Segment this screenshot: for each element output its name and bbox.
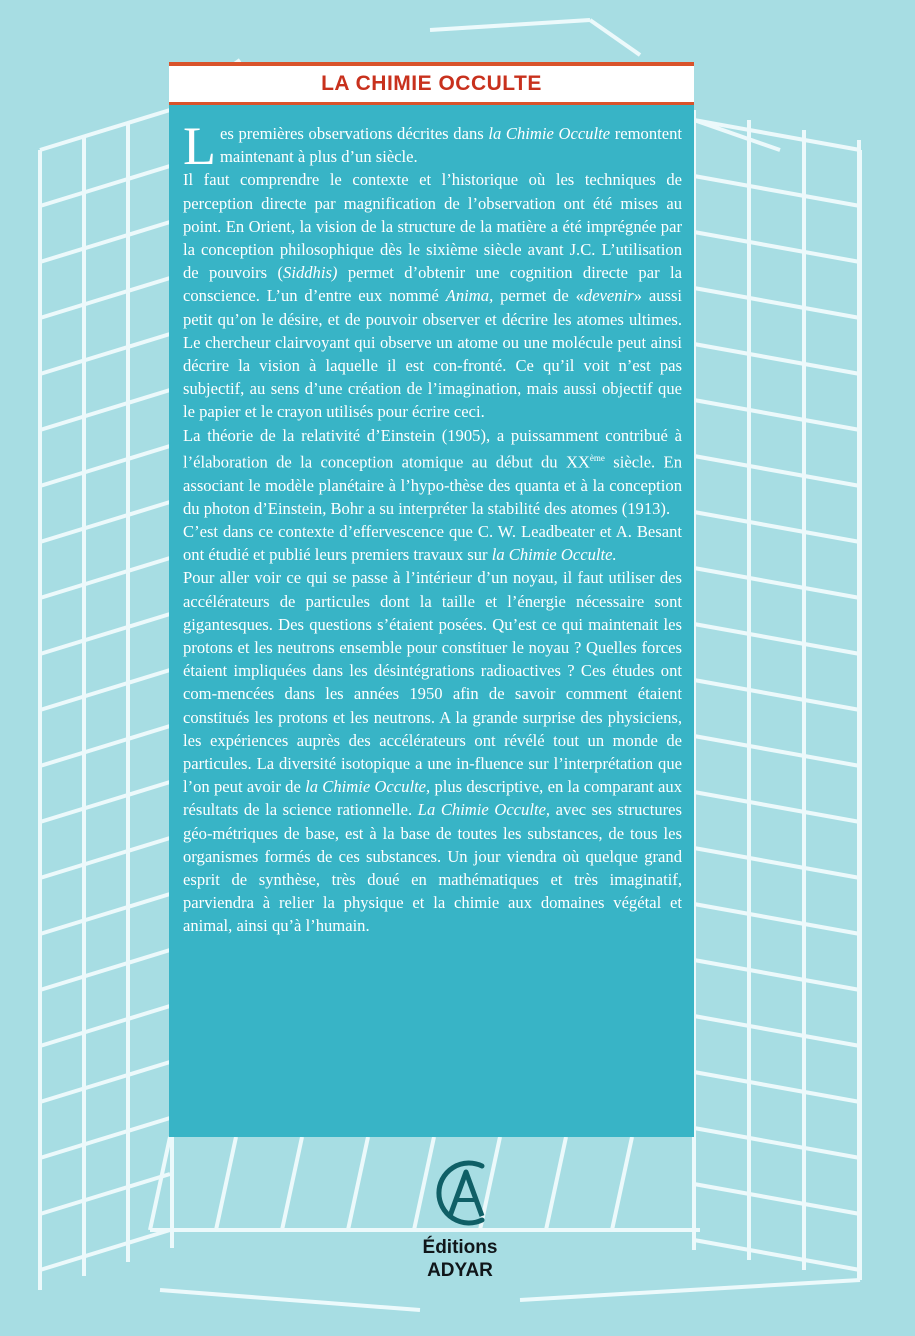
grid-line bbox=[694, 232, 860, 262]
grid-line bbox=[694, 1016, 860, 1046]
grid-line bbox=[694, 736, 860, 766]
ac-monogram-icon bbox=[420, 1154, 500, 1236]
grid-line bbox=[694, 960, 860, 990]
text-run: permet d’obtenir une cognition directe par la conscience. L’un d’entre eux nommé bbox=[183, 263, 682, 306]
grid-line bbox=[40, 1006, 170, 1046]
italic-run: Siddhis) bbox=[283, 263, 338, 283]
grid-line bbox=[694, 512, 860, 542]
text-run: plus descriptive, en la comparant aux résultats de la science rationnelle. bbox=[183, 777, 682, 820]
paragraph-4 bbox=[183, 520, 682, 566]
grid-line bbox=[694, 1072, 860, 1102]
grid-line bbox=[40, 894, 170, 934]
grid-line bbox=[40, 726, 170, 766]
grid-line bbox=[694, 288, 860, 318]
grid-line bbox=[40, 110, 170, 150]
grid-line bbox=[694, 1184, 860, 1214]
grid-line bbox=[694, 624, 860, 654]
text-run: La théorie de la relativité d’Einstein (1905), a puissamment contribué à l’élaboration de la conception atomique au début du XX bbox=[183, 425, 682, 472]
grid-line bbox=[40, 558, 170, 598]
grid-line bbox=[216, 1137, 236, 1230]
publisher-line-2: ADYAR bbox=[427, 1260, 493, 1281]
italic-run: devenir bbox=[583, 286, 634, 306]
text-run: siècle. En associant le modèle planétaire à l’hypo-thèse des quanta et à la conception du photon d’Einstein, Bohr a su interpréter la stabilité des atomes (1913). bbox=[183, 452, 682, 518]
paragraph-5 bbox=[183, 566, 682, 937]
grid-line bbox=[40, 782, 170, 822]
grid-line bbox=[694, 904, 860, 934]
grid-line bbox=[150, 1137, 170, 1230]
grid-line bbox=[520, 1280, 860, 1300]
back-cover-text bbox=[183, 116, 683, 938]
grid-line bbox=[694, 1240, 860, 1270]
grid-line bbox=[694, 344, 860, 374]
grid-line bbox=[40, 390, 170, 430]
drop-cap: L bbox=[183, 116, 216, 176]
text-run: es premières observations décrites dans bbox=[220, 124, 489, 143]
italic-run: Anima, bbox=[445, 286, 494, 306]
text-panel bbox=[169, 62, 694, 1137]
grid-line bbox=[694, 568, 860, 598]
grid-line bbox=[694, 1128, 860, 1158]
grid-line bbox=[694, 120, 860, 150]
grid-line bbox=[694, 848, 860, 878]
italic-run: la Chimie Occulte bbox=[488, 124, 611, 143]
text-run: Pour aller voir ce qui se passe à l’intérieur d’un noyau, il faut utiliser des accélérateurs de particules dont la taille et l’énergie nécessaire sont gigantesques. Des questions s’étaient posées. Qu’est ce qui maintenait les protons et les neutrons ensemble pour constituer le noyau ? Quelles forces étaient impliquées dans les désintégrations radioactives ? Ces études ont com-mencées dans les années 1950 afin de savoir comment étaient constitués les protons et les neutrons. A la grande surprise des physiciens, les expériences auprès des accélérateurs ont révélé tout un monde de particules. La diversité isotopique a une in-fluence sur l’interprétation que l’on peut avoir de bbox=[183, 568, 682, 797]
grid-line bbox=[348, 1137, 368, 1230]
publisher-block bbox=[390, 1154, 530, 1304]
grid-line bbox=[40, 278, 170, 318]
grid-line bbox=[40, 334, 170, 374]
grid-line bbox=[40, 950, 170, 990]
paragraph-2 bbox=[183, 168, 682, 423]
grid-line bbox=[282, 1137, 302, 1230]
title-bar bbox=[169, 62, 694, 105]
text-run: permet de « bbox=[493, 286, 584, 306]
grid-line bbox=[40, 838, 170, 878]
italic-run: La Chimie Occulte, bbox=[417, 800, 551, 820]
book-title: LA CHIMIE OCCULTE bbox=[321, 72, 542, 95]
grid-line bbox=[694, 176, 860, 206]
text-run: » aussi petit qu’on le désire, et de pouvoir observer et décrire les atomes ultimes. Le chercheur clairvoyant qui observe un atome ou une molécule peut ainsi décrire la vision à laquelle il est con-fronté. Ce qu’il voit n’est pas subjectif, au sens d’une création de l’imagination, mais aussi objectif que le papier et le crayon utilisés pour écrire ceci. bbox=[183, 286, 683, 422]
italic-run: la Chimie Occulte, bbox=[305, 777, 431, 797]
grid-line bbox=[40, 166, 170, 206]
grid-line bbox=[40, 670, 170, 710]
paragraph-3 bbox=[183, 424, 682, 520]
grid-line bbox=[160, 1290, 420, 1310]
grid-line bbox=[40, 446, 170, 486]
grid-line bbox=[694, 792, 860, 822]
grid-line bbox=[546, 1137, 566, 1230]
grid-line bbox=[694, 456, 860, 486]
superscript: ème bbox=[589, 452, 605, 463]
grid-line bbox=[694, 400, 860, 430]
paragraph-1 bbox=[183, 116, 682, 176]
grid-line bbox=[40, 1062, 170, 1102]
grid-line bbox=[40, 502, 170, 542]
grid-line bbox=[40, 614, 170, 654]
italic-run: la Chimie Occulte. bbox=[491, 545, 617, 565]
grid-line bbox=[430, 20, 590, 30]
grid-line bbox=[612, 1137, 632, 1230]
grid-line bbox=[694, 680, 860, 710]
grid-line bbox=[40, 222, 170, 262]
publisher-line-1: Éditions bbox=[422, 1237, 498, 1258]
text-run: Il faut comprendre le contexte et l’historique où les techniques de perception directe par magnification de l’observation ont été mises au point. En Orient, la vision de la structure de la matière a été imprégnée par la conception philosophique dès le sixième siècle avant J.C. L’utilisation de pouvoirs ( bbox=[183, 170, 682, 283]
grid-line bbox=[590, 20, 640, 55]
grid-line bbox=[40, 1230, 170, 1270]
text-run: avec ses structures géo-métriques de base, est à la base de toutes les substances, de tous les organismes formés de ces substances. Un jour viendra où quelque grand esprit de synthèse, très doué en mathématiques et très imaginatif, parviendra à relier la physique et la chimie aux domaines végétal et animal, ainsi qu’à l’humain. bbox=[183, 800, 682, 936]
text-run: C’est dans ce contexte d’effervescence que C. W. Leadbeater et A. Besant ont étudié et publié leurs premiers travaux sur bbox=[183, 521, 682, 565]
text-run: remontent maintenant à plus d’un siècle. bbox=[220, 124, 682, 167]
grid-line bbox=[40, 1174, 170, 1214]
grid-line bbox=[40, 1118, 170, 1158]
